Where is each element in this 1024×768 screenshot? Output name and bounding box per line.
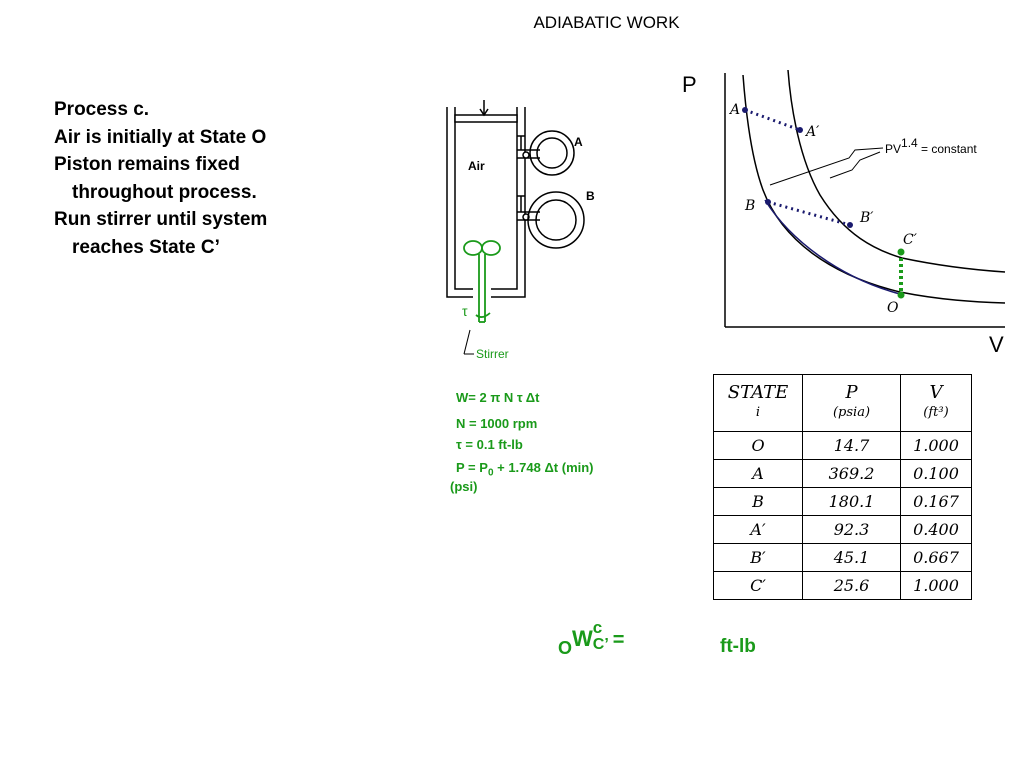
point-b [765,199,771,205]
table-cell: B [714,488,803,516]
pressure-formula: $P = P_0 + 1.748$ Δt (min) [456,460,594,479]
v-axis-label: V [989,332,1004,357]
table-row [714,516,972,544]
state-table [713,374,972,600]
table-cell: 45.1 [803,544,901,572]
point-c-prime-label: C′ [903,232,917,248]
table-cell: 180.1 [803,488,901,516]
point-a [742,107,748,113]
gauge-b-label: B [586,189,595,203]
stirrer [464,241,500,322]
table-cell: 0.167 [901,488,972,516]
cylinder-inner-left-wall [455,107,473,289]
point-o-label: O [887,300,899,316]
stirrer-label: Stirrer [476,347,509,361]
point-b-prime [847,222,853,228]
process-description [54,96,267,261]
table-cell: B′ [714,544,803,572]
cylinder-left-wall [447,107,473,297]
table-row [714,432,972,460]
page-title: ADIABATIC WORK [533,13,680,32]
stirrer-pointer [464,330,470,354]
table-row [714,544,972,572]
work-result-unit: ft-lb [720,636,756,657]
cylinder-inner-right-wall [491,107,517,289]
table-cell: 92.3 [803,516,901,544]
pv-graph [680,60,1024,360]
table-cell: 0.400 [901,516,972,544]
gauge-a-label: A [574,135,583,149]
table-cell: 1.000 [901,432,972,460]
column-header-p: P (psia) [803,375,901,432]
table-row [714,572,972,600]
point-b-prime-label: B′ [860,210,874,226]
table-cell: 25.6 [803,572,901,600]
table-row [714,488,972,516]
table-cell: C′ [714,572,803,600]
point-o [898,292,905,299]
formulas [450,387,594,497]
table-cell: A [714,460,803,488]
air-label: Air [468,159,485,173]
work-formula: W= 2 π N τ Δt [456,390,540,405]
point-a-label: A [730,102,741,118]
point-c-prime [898,249,905,256]
p-axis-label: P [682,72,697,97]
table-header-row [714,375,972,432]
piston [455,115,517,122]
process-line: Piston remains fixed [54,154,240,175]
table-cell: 14.7 [803,432,901,460]
work-result-equation: OW c C’ = [558,618,625,658]
column-header-v: V (ft³) [901,375,972,432]
torque-symbol: τ [462,303,468,319]
curve-label: PV1.4 = constant [885,136,977,156]
pressure-unit: (psi) [450,478,478,494]
process-a-to-a-prime [745,110,800,130]
torque-value: τ = 0.1 ft-lb [456,437,523,452]
apparatus-diagram [430,95,620,370]
point-a-prime-label: A′ [806,124,820,140]
process-line: Air is initially at State O [54,126,267,148]
process-line: throughout process. [72,181,257,203]
curve-lower-highlight [765,200,900,294]
column-header-state: STATE i [714,375,803,432]
speed-value: N = 1000 rpm [456,416,538,431]
curve-upper [788,70,1005,272]
table-cell: 0.667 [901,544,972,572]
point-b-label: B [745,198,756,214]
table-cell: 0.100 [901,460,972,488]
table-row [714,460,972,488]
table-cell: 369.2 [803,460,901,488]
point-a-prime [797,127,803,133]
constant-label-arrows [770,148,883,185]
process-line: Run stirrer until system [54,209,268,230]
table-cell: A′ [714,516,803,544]
table-cell: 1.000 [901,572,972,600]
table-cell: O [714,432,803,460]
process-line: Process c. [54,99,150,120]
process-line: reaches State C’ [72,236,220,258]
